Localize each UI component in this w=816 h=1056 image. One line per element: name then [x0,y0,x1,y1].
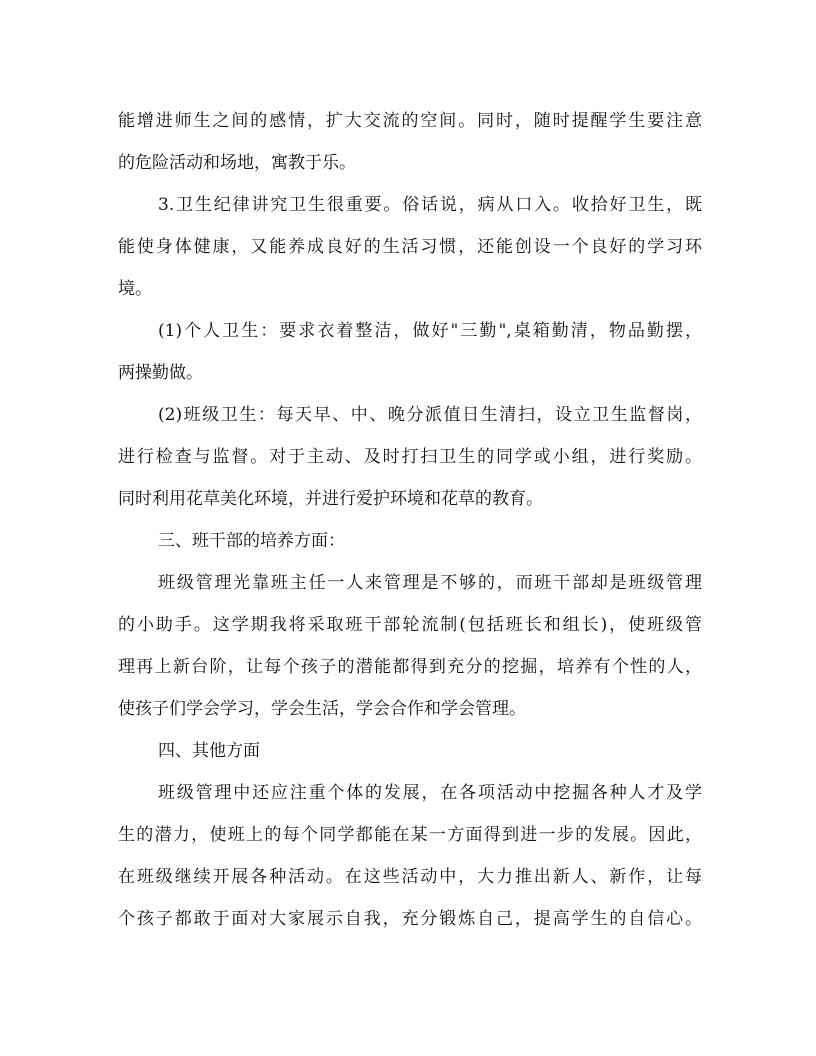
document-page [118,100,702,940]
text-line: 的危险活动和场地，寓教于乐。 [118,153,356,173]
text-line: 能增进师生之间的感情，扩大交流的空间。同时，随时提醒学生要注意 [118,111,702,131]
text-line: 的小助手。这学期我将采取班干部轮流制(包括班长和组长)，使班级管 [118,615,702,635]
text-line: 3.卫生纪律讲究卫生很重要。俗话说，病从口入。收拾好卫生，既 [158,195,702,215]
text-line: 能使身体健康，又能养成良好的生活习惯，还能创设一个良好的学习环 [118,237,702,257]
text-line: 班级管理光靠班主任一人来管理是不够的，而班干部却是班级管理 [158,573,702,593]
text-line: 理再上新台阶，让每个孩子的潜能都得到充分的挖掘，培养有个性的人， [118,657,702,677]
section-heading: 四、其他方面 [158,741,260,761]
text-line: (2)班级卫生：每天早、中、晚分派值日生清扫，设立卫生监督岗， [158,405,702,425]
text-line: 进行检查与监督。对于主动、及时打扫卫生的同学或小组，进行奖励。 [118,447,702,467]
text-line: 班级管理中还应注重个体的发展，在各项活动中挖掘各种人才及学 [158,783,702,803]
text-line: 使孩子们学会学习，学会生活，学会合作和学会管理。 [118,699,526,719]
text-line: 生的潜力，使班上的每个同学都能在某一方面得到进一步的发展。因此， [118,825,702,845]
text-line: 在班级继续开展各种活动。在这些活动中，大力推出新人、新作，让每 [118,867,702,887]
text-line: (1)个人卫生：要求衣着整洁，做好"三勤",桌箱勤清，物品勤摆， [158,321,702,341]
section-heading: 三、班干部的培养方面： [158,531,345,551]
text-line: 境。 [118,279,152,299]
text-line: 两操勤做。 [118,363,203,383]
text-line: 同时利用花草美化环境，并进行爱护环境和花草的教育。 [118,489,543,509]
text-line: 个孩子都敢于面对大家展示自我，充分锻炼自己，提高学生的自信心。 [118,909,702,929]
